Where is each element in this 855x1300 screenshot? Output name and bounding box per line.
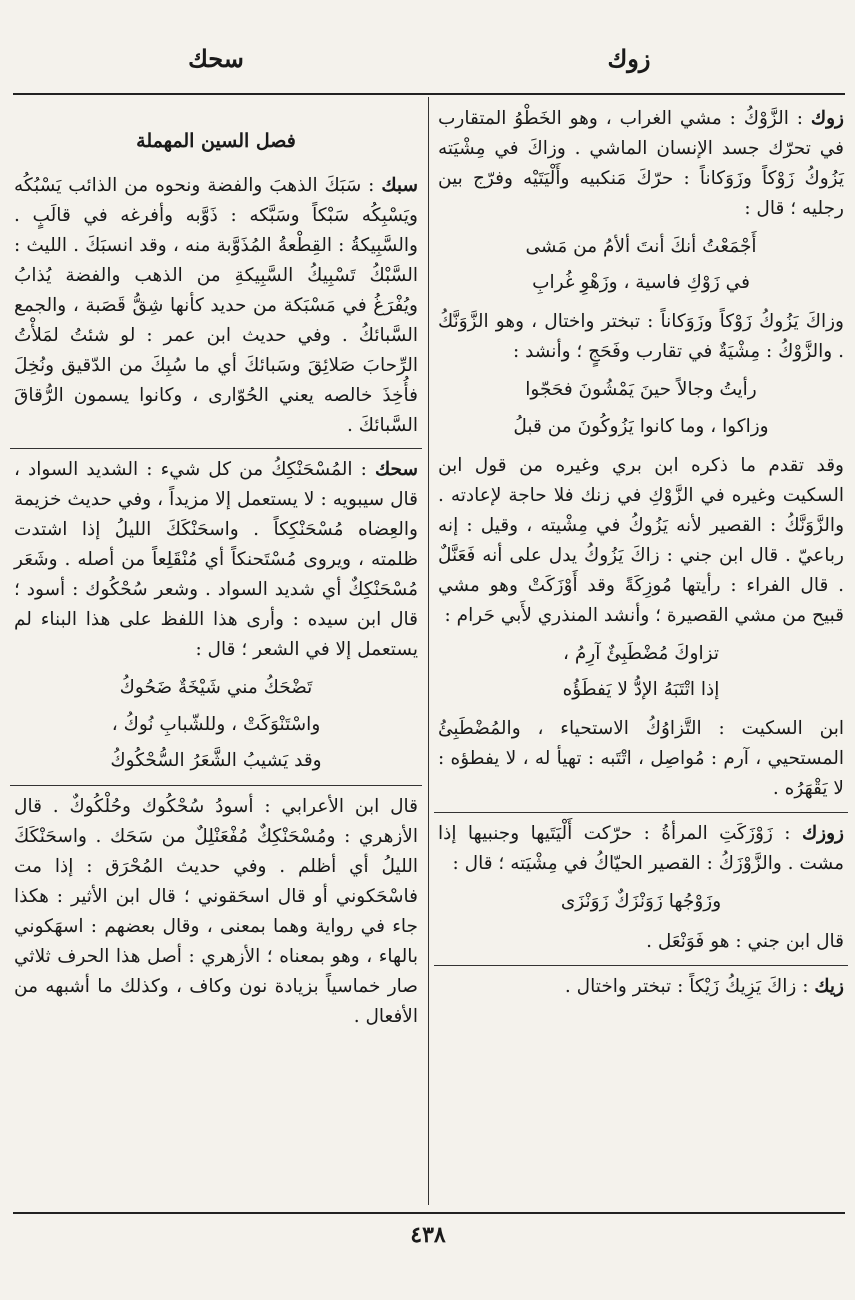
verse-line: تزاوكَ مُضْطَبِئٌ آرِمُ ، bbox=[563, 642, 719, 664]
entry-text: : سَبَكَ الذهبَ والفضة ونحوه من الذائب يَسْبُكُه ويَسْبِكُه سَبْكاً وسَبَّكه : ذَوَّبه وأفرغه في قالَبٍ . والسَّبِيكةُ : القِطْعةُ المُذَوَّبة منه ، وقد انسبَكَ . الليث : السَّبْكُ تَسْبِيكُ السَّبِيكةِ من الذهب والفضة يُذابُ ويُفْرَغُ في مَسْبَكة من حديد كأنها شِقُّ قَصَبة ، والجمع السَّبائكُ . وفي حديث ابن عمر : لو شئتُ لمَلأْتُ الرِّحابَ صَلائِقَ وسَبائكَ أي ما سُبِكَ من الدّقيق ونُخِلَ فأُخِذَ خالصه يعني الحُوّارى ، وكانوا يسمون الرُّقاقَ السَّبائكَ . bbox=[14, 174, 418, 436]
entry-separator bbox=[434, 965, 848, 966]
header-word-right: زوك bbox=[607, 44, 651, 73]
entry-sahk bbox=[14, 455, 418, 665]
right-column bbox=[438, 104, 844, 1001]
verse-block bbox=[438, 373, 844, 443]
verse-block bbox=[438, 230, 844, 300]
entry-head: زيك bbox=[814, 975, 844, 997]
entry-text: : زَوْزَكَتِ المرأةُ : حرّكت أَلْيَتَيها وجنبيها إذا مشت . والزَّوْزَكُ : القصير الحيّاكُ في مِشْيَته ؛ قال : bbox=[438, 823, 844, 875]
verse-block bbox=[14, 671, 418, 777]
page-number: ٤٣٨ bbox=[410, 1222, 446, 1248]
verse-line: في زَوْكِ فاسية ، وزَهْوِ غُرابِ bbox=[532, 272, 750, 294]
verse-block bbox=[438, 885, 844, 918]
bottom-rule bbox=[13, 1212, 845, 1214]
verse-line: رأيتُ وجالاً حينَ يَمْشُونَ فحَجّوا bbox=[525, 379, 757, 401]
top-rule bbox=[13, 93, 845, 95]
verse-line: إذا اتْتَبَهُ الإدُّ لا يَفطَؤُه bbox=[562, 679, 720, 701]
entry-head: سحك bbox=[374, 459, 418, 481]
entry-separator bbox=[10, 785, 422, 786]
verse-line: أَجْمَعْتُ أنكَ أنتَ ألأمُ من مَشى bbox=[525, 235, 757, 257]
verse-block bbox=[438, 637, 844, 707]
entry-head: زوزك bbox=[801, 823, 844, 845]
entry-zayk bbox=[438, 972, 844, 1002]
verse-line: وزاكوا ، وما كانوا يَزُوكُونَ من قبلُ bbox=[513, 415, 769, 437]
entry-text: وقد تقدم ما ذكره ابن بري وغيره من قول ابن السكيت وغيره في الزَّوْكِ في زنك فلا حاجة لإعادته . والزَّوَنَّكُ : القصير لأنه يَزُوكُ في مِشْيته ، وقيل : إنه رباعيّ . قال ابن جني : زاكَ يَزُوكُ يدل على أنه فَعَنَّلٌ . قال الفراء : رأيتها مُوزِكَةً وقد أَوْزَكَتْ وهو مشي قبيح من مشي القصيرة ؛ وأنشد المنذري لأَبي حَرام : bbox=[438, 455, 844, 626]
entry-text: ابن السكيت : التَّزاوُكُ الاستحياء ، والمُضْطَبِئُ المستحيي ، آرم : مُواصِل ، اتْتَبه : تهيأ له ، لا يفطؤه : لا يَقْهَرُه . bbox=[438, 718, 844, 800]
entry-separator bbox=[434, 812, 848, 813]
verse-line: وزَوْجُها زَوَنْزَكٌ زَوَنْزَى bbox=[560, 891, 722, 913]
entry-sabk bbox=[14, 171, 418, 441]
entry-text: وزاكَ يَزُوكُ زَوْكاً وزَوَكاناً : تبختر واختال ، وهو الزَّوَنَّكُ . والزَّوْكُ : مِشْيَةٌ في تقارب وفَحَجٍ ؛ وأنشد : bbox=[438, 311, 844, 363]
entry-text: : المُسْحَنْكِكُ من كل شيء : الشديد السواد ، قال سيبويه : لا يستعمل إلا مزيداً ، وفي حديث خزيمة والعِضاه مُسْحَنْكِكاً . واسحَنْكَكَ الليلُ إذا اشتدت ظلمته ، ويروى مُسْتَحنكاً أي مُنْقَلِعاً من أصله . وشَعَر مُسْحَنْكِكٌ أي شديد السواد . وشعر سُحْكُوك : أسود ؛ قال ابن سيده : وأرى هذا اللفظ على هذا البناء لم يستعمل إلا في الشعر ؛ قال : bbox=[14, 459, 418, 661]
entry-zuk bbox=[438, 104, 844, 224]
entry-separator bbox=[10, 448, 422, 449]
header-word-left: سحك bbox=[188, 44, 244, 73]
entry-zawzak bbox=[438, 819, 844, 879]
entry-text: قال ابن الأعرابي : أسودُ سُحْكُوك وحُلْكُوكٌ . قال الأزهري : ومُسْحَنْكِكٌ مُفْعَنْلِلٌ من سَحَك . واسحَنْكَكَ الليلُ أي أظلم . وفي حديث المُحْرَق : إذا مت فاسْحَكوني أو قال اسحَقوني ؛ قال ابن الأثير : هكذا جاء في رواية وهما بمعنى ، وقال بعضهم : اسهَكوني بالهاء ، وهو بمعناه ؛ الأزهري : أصل هذا الحرف ثلاثي صار خماسياً بزيادة نون وكاف ، وكذلك ما أشبهه من الأفعال . bbox=[14, 796, 418, 1027]
section-title: فصل السين المهملة bbox=[136, 130, 296, 152]
column-divider bbox=[428, 97, 429, 1205]
entry-head: سبك bbox=[381, 174, 418, 196]
left-column bbox=[14, 104, 418, 1032]
entry-head: زوك bbox=[810, 108, 844, 129]
verse-line: تَضْحَكُ مني شَيْخَةٌ ضَحُوكُ bbox=[119, 677, 313, 699]
verse-line: وقد يَشيبُ الشَّعَرُ السُّحْكُوكُ bbox=[110, 749, 322, 771]
entry-text: قال ابن جني : هو فَوَنْعَل . bbox=[646, 930, 844, 952]
entry-text: : الزَّوْكُ : مشي الغراب ، وهو الخَطْوُ المتقارب في تحرّك جسد الإنسان الماشي . وزاكَ في مِشْيَته يَزُوكُ زَوْكاً وزَوَكاناً : حرّكَ مَنكبيه وأَلْيَتَيْه وفرّج بين رجليه ؛ قال : bbox=[438, 108, 844, 219]
entry-text: : زاكَ يَزِيكُ زَيْكاً : تبختر واختال . bbox=[564, 975, 809, 997]
verse-line: واسْتَنْوَكَتْ ، وللشّبابِ نُوكُ ، bbox=[111, 713, 321, 735]
